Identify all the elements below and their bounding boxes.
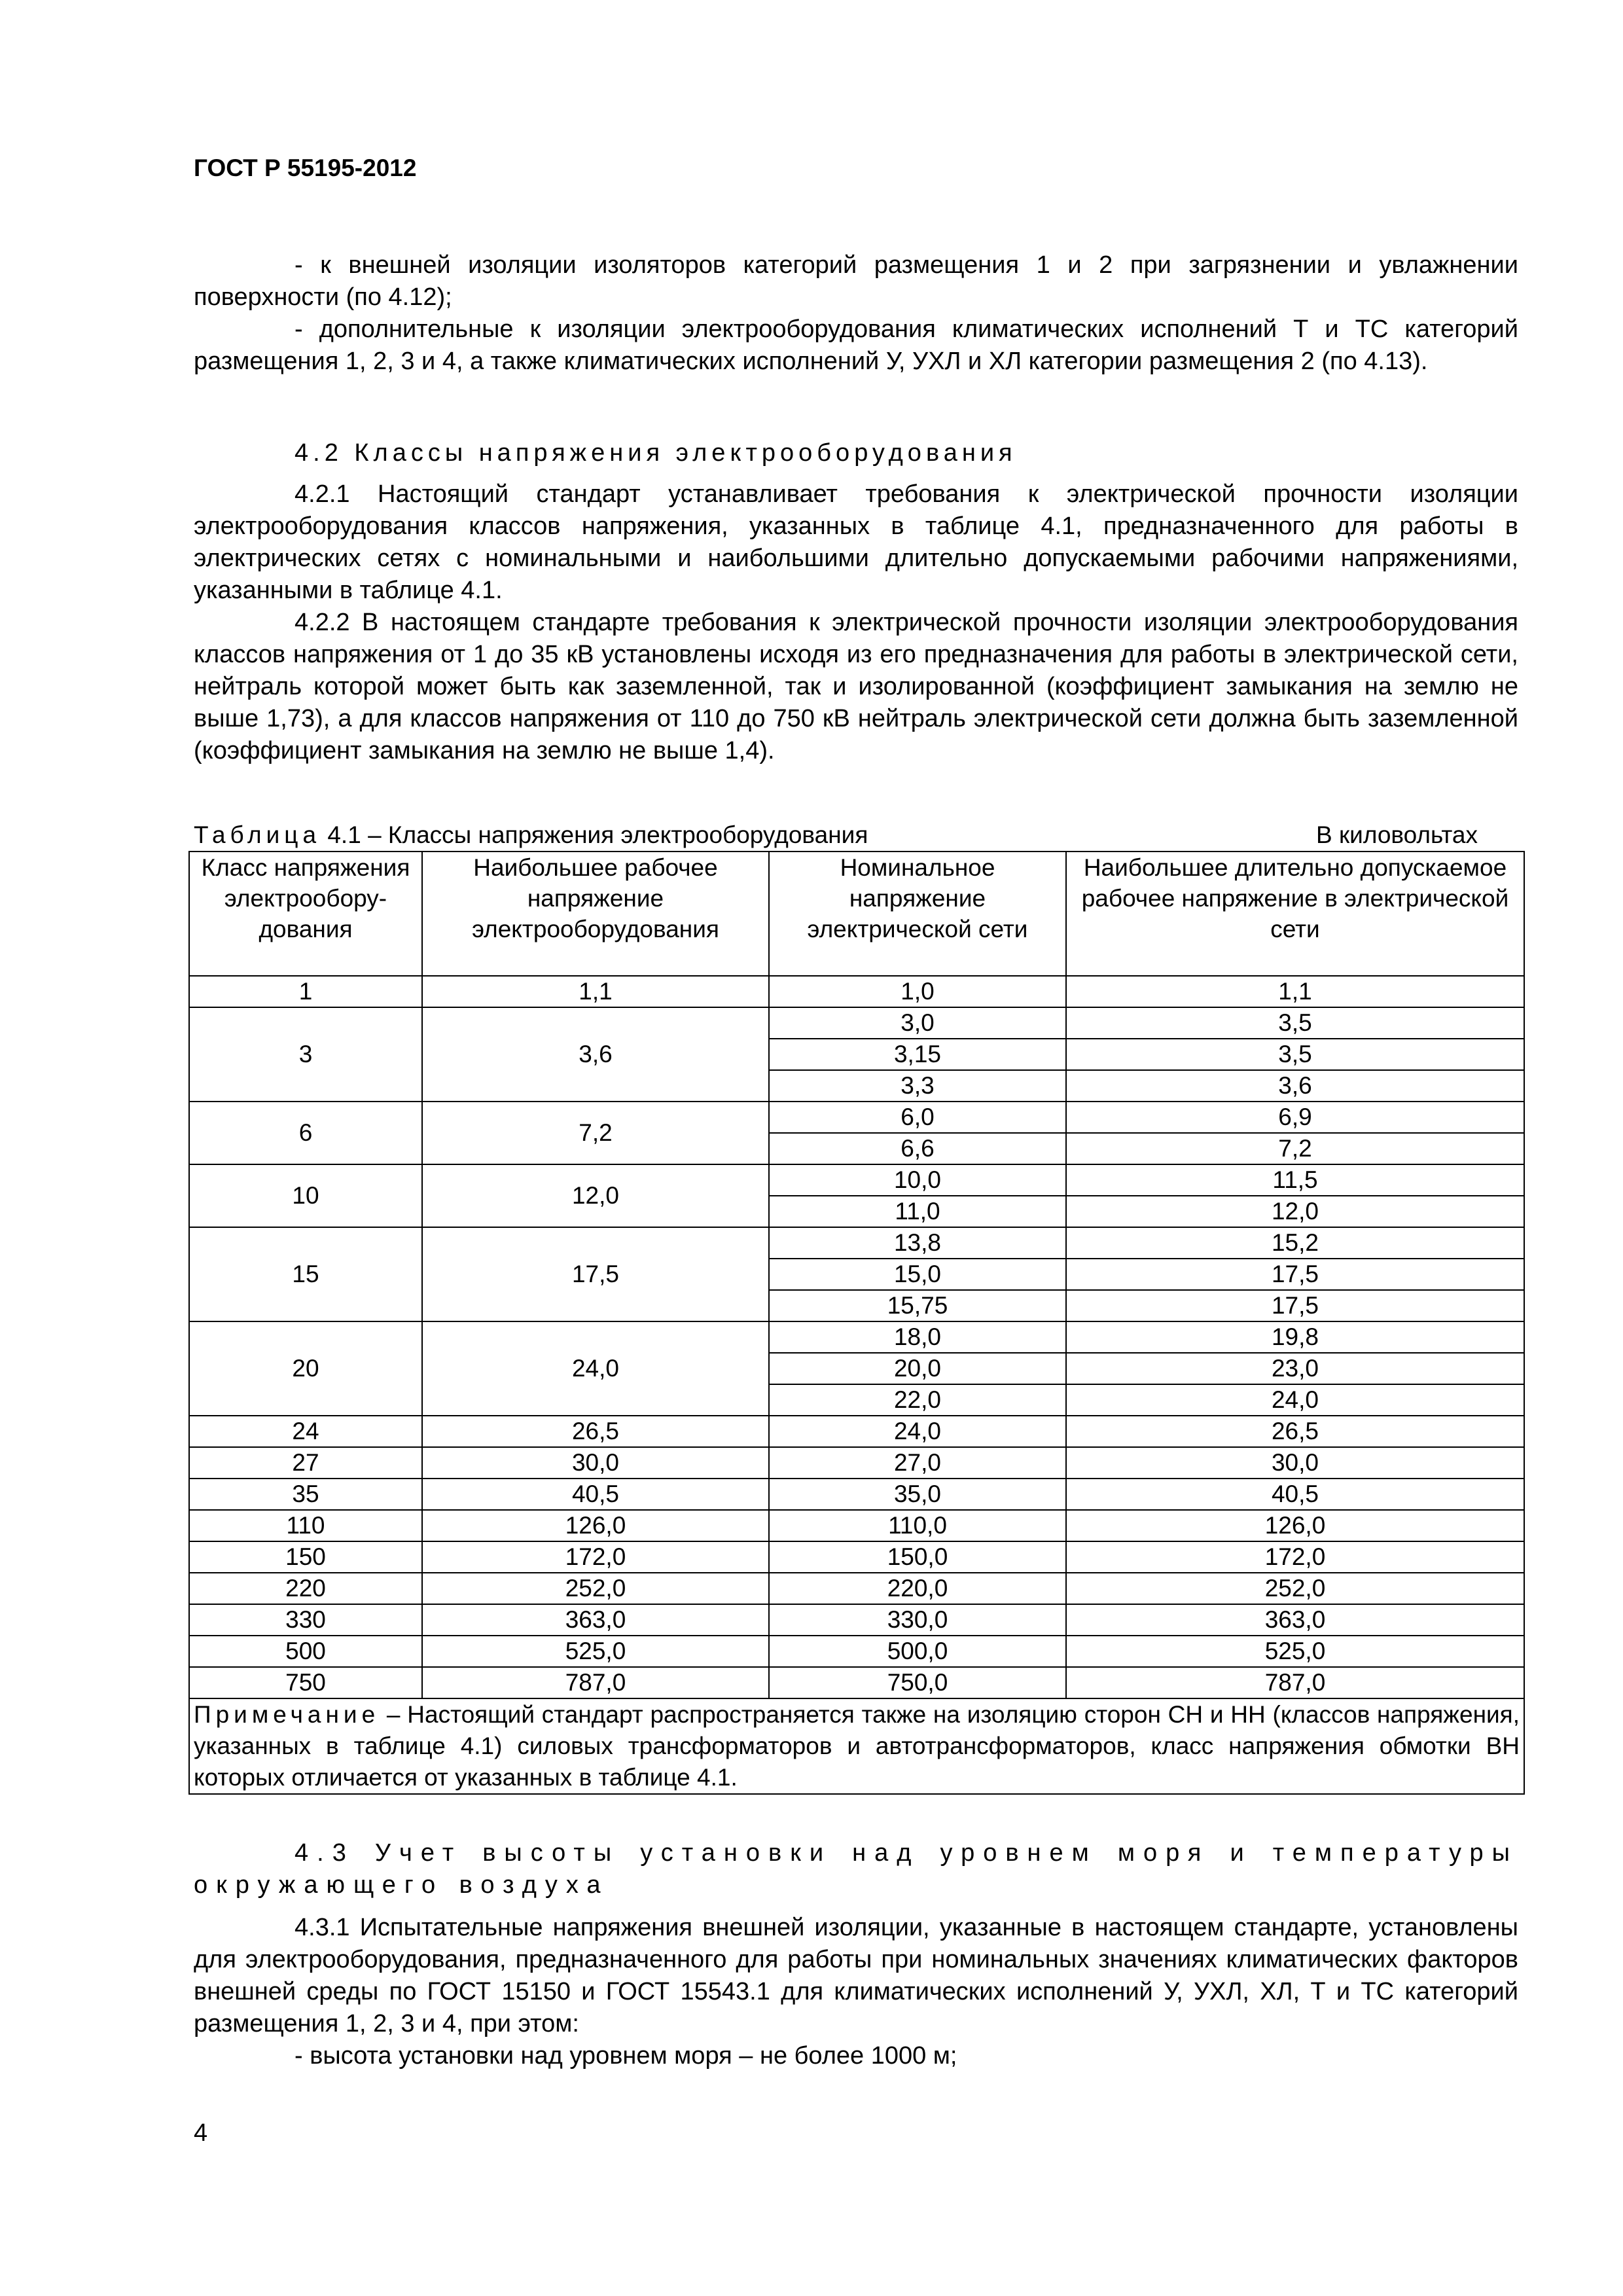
cell-max-permissible-voltage: 363,0 bbox=[1066, 1604, 1524, 1636]
cell-max-permissible-voltage: 30,0 bbox=[1066, 1447, 1524, 1479]
cell-max-equipment-voltage: 787,0 bbox=[422, 1667, 769, 1698]
table-row bbox=[189, 1479, 1524, 1510]
cell-max-equipment-voltage: 24,0 bbox=[422, 1321, 769, 1416]
cell-max-permissible-voltage: 11,5 bbox=[1066, 1164, 1524, 1196]
cell-max-permissible-voltage: 23,0 bbox=[1066, 1353, 1524, 1384]
cell-voltage-class: 15 bbox=[189, 1227, 422, 1321]
cell-max-permissible-voltage: 17,5 bbox=[1066, 1290, 1524, 1321]
table-row bbox=[189, 976, 1524, 1007]
cell-max-permissible-voltage: 3,6 bbox=[1066, 1070, 1524, 1102]
table-row bbox=[189, 1510, 1524, 1541]
table-row bbox=[189, 1416, 1524, 1447]
header-nominal-network-voltage: Номинальное напряжение электрической сети bbox=[769, 852, 1066, 976]
cell-max-equipment-voltage: 1,1 bbox=[422, 976, 769, 1007]
cell-nominal-network-voltage: 110,0 bbox=[769, 1510, 1066, 1541]
table-caption-title: Таблица 4.1 – Классы напряжения электрооборудования bbox=[194, 821, 868, 848]
cell-max-equipment-voltage: 252,0 bbox=[422, 1573, 769, 1604]
cell-voltage-class: 10 bbox=[189, 1164, 422, 1227]
cell-max-equipment-voltage: 172,0 bbox=[422, 1541, 769, 1573]
cell-max-permissible-voltage: 126,0 bbox=[1066, 1510, 1524, 1541]
cell-nominal-network-voltage: 35,0 bbox=[769, 1479, 1066, 1510]
cell-max-permissible-voltage: 24,0 bbox=[1066, 1384, 1524, 1416]
table-row bbox=[189, 1227, 1524, 1259]
cell-nominal-network-voltage: 3,15 bbox=[769, 1039, 1066, 1070]
table-row bbox=[189, 1604, 1524, 1636]
cell-max-permissible-voltage: 787,0 bbox=[1066, 1667, 1524, 1698]
cell-nominal-network-voltage: 6,0 bbox=[769, 1102, 1066, 1133]
cell-nominal-network-voltage: 11,0 bbox=[769, 1196, 1066, 1227]
table-caption bbox=[194, 819, 1518, 850]
cell-max-equipment-voltage: 40,5 bbox=[422, 1479, 769, 1510]
cell-nominal-network-voltage: 3,3 bbox=[769, 1070, 1066, 1102]
cell-max-permissible-voltage: 1,1 bbox=[1066, 976, 1524, 1007]
cell-nominal-network-voltage: 10,0 bbox=[769, 1164, 1066, 1196]
cell-max-equipment-voltage: 30,0 bbox=[422, 1447, 769, 1479]
cell-voltage-class: 330 bbox=[189, 1604, 422, 1636]
cell-max-equipment-voltage: 363,0 bbox=[422, 1604, 769, 1636]
paragraph-4-2-2: 4.2.2 В настоящем стандарте требования к электрической прочности изоляции электрооборудования классов напряжения от 1 до 35 кВ установлены исходя из его предназначения для работы в электрической сети, нейтраль которой может быть как заземленной, так и изолированной (коэффициент замыкания на землю не выше 1,73), а для классов напряжения от 110 до 750 кВ нейтраль электрической сети должна быть заземленной (коэффициент замыкания на землю не выше 1,4). bbox=[194, 609, 1518, 764]
cell-max-permissible-voltage: 26,5 bbox=[1066, 1416, 1524, 1447]
cell-max-equipment-voltage: 7,2 bbox=[422, 1102, 769, 1164]
table-body bbox=[189, 976, 1524, 1698]
table-row bbox=[189, 1573, 1524, 1604]
cell-voltage-class: 35 bbox=[189, 1479, 422, 1510]
list-item-altitude: - высота установки над уровнем моря – не более 1000 м; bbox=[294, 2042, 957, 2070]
cell-max-equipment-voltage: 3,6 bbox=[422, 1007, 769, 1102]
cell-nominal-network-voltage: 6,6 bbox=[769, 1133, 1066, 1164]
cell-voltage-class: 750 bbox=[189, 1667, 422, 1698]
cell-nominal-network-voltage: 150,0 bbox=[769, 1541, 1066, 1573]
cell-nominal-network-voltage: 750,0 bbox=[769, 1667, 1066, 1698]
section-4-3-title: 4.3 Учет высоты установки над уровнем моря и температуры окружающего воздуха bbox=[194, 1839, 1518, 1899]
table-row bbox=[189, 1667, 1524, 1698]
cell-nominal-network-voltage: 22,0 bbox=[769, 1384, 1066, 1416]
table-row bbox=[189, 1164, 1524, 1196]
cell-max-equipment-voltage: 12,0 bbox=[422, 1164, 769, 1227]
cell-max-permissible-voltage: 12,0 bbox=[1066, 1196, 1524, 1227]
document-header: ГОСТ Р 55195-2012 bbox=[194, 154, 417, 181]
cell-nominal-network-voltage: 1,0 bbox=[769, 976, 1066, 1007]
cell-max-permissible-voltage: 252,0 bbox=[1066, 1573, 1524, 1604]
cell-nominal-network-voltage: 220,0 bbox=[769, 1573, 1066, 1604]
table-row bbox=[189, 1636, 1524, 1667]
cell-max-equipment-voltage: 17,5 bbox=[422, 1227, 769, 1321]
cell-voltage-class: 27 bbox=[189, 1447, 422, 1479]
cell-max-equipment-voltage: 126,0 bbox=[422, 1510, 769, 1541]
table-row bbox=[189, 1541, 1524, 1573]
cell-max-permissible-voltage: 15,2 bbox=[1066, 1227, 1524, 1259]
cell-max-permissible-voltage: 17,5 bbox=[1066, 1259, 1524, 1290]
cell-nominal-network-voltage: 500,0 bbox=[769, 1636, 1066, 1667]
cell-max-permissible-voltage: 3,5 bbox=[1066, 1007, 1524, 1039]
table-units: В киловольтах bbox=[1316, 821, 1478, 848]
cell-max-permissible-voltage: 40,5 bbox=[1066, 1479, 1524, 1510]
cell-voltage-class: 110 bbox=[189, 1510, 422, 1541]
page-number: 4 bbox=[194, 2119, 208, 2147]
section-4-2-title: 4.2 Классы напряжения электрооборудования bbox=[294, 439, 1017, 467]
table-row bbox=[189, 1447, 1524, 1479]
cell-nominal-network-voltage: 15,0 bbox=[769, 1259, 1066, 1290]
cell-max-permissible-voltage: 172,0 bbox=[1066, 1541, 1524, 1573]
table-header-row bbox=[189, 852, 1524, 976]
paragraph-4-3-1: 4.3.1 Испытательные напряжения внешней изоляции, указанные в настоящем стандарте, установлены для электрооборудования, предназначенного для работы при номинальных значениях климатических факторов внешней среды по ГОСТ 15150 и ГОСТ 15543.1 для климатических исполнений У, УХЛ, ХЛ, Т и ТС категорий размещения 1, 2, 3 и 4, при этом: bbox=[194, 1914, 1518, 2037]
cell-max-equipment-voltage: 26,5 bbox=[422, 1416, 769, 1447]
cell-voltage-class: 150 bbox=[189, 1541, 422, 1573]
cell-nominal-network-voltage: 330,0 bbox=[769, 1604, 1066, 1636]
cell-max-permissible-voltage: 7,2 bbox=[1066, 1133, 1524, 1164]
cell-nominal-network-voltage: 18,0 bbox=[769, 1321, 1066, 1353]
table-note-row bbox=[189, 1698, 1524, 1794]
cell-nominal-network-voltage: 24,0 bbox=[769, 1416, 1066, 1447]
cell-max-equipment-voltage: 525,0 bbox=[422, 1636, 769, 1667]
cell-voltage-class: 6 bbox=[189, 1102, 422, 1164]
table-note: Примечание – Настоящий стандарт распространяется также на изоляцию сторон СН и НН (классов напряжения, указанных в таблице 4.1) силовых трансформаторов и автотрансформаторов, класс напряжения обмотки ВН которых отличается от указанных в таблице 4.1. bbox=[189, 1698, 1524, 1794]
cell-nominal-network-voltage: 15,75 bbox=[769, 1290, 1066, 1321]
document-page bbox=[194, 0, 1518, 2296]
table-row bbox=[189, 1321, 1524, 1353]
cell-voltage-class: 20 bbox=[189, 1321, 422, 1416]
cell-voltage-class: 500 bbox=[189, 1636, 422, 1667]
header-max-permissible-network-voltage: Наибольшее длительно допускаемое рабочее напряжение в электрической сети bbox=[1066, 852, 1524, 976]
voltage-classes-table bbox=[188, 851, 1525, 1795]
cell-nominal-network-voltage: 20,0 bbox=[769, 1353, 1066, 1384]
cell-nominal-network-voltage: 3,0 bbox=[769, 1007, 1066, 1039]
cell-voltage-class: 3 bbox=[189, 1007, 422, 1102]
cell-nominal-network-voltage: 27,0 bbox=[769, 1447, 1066, 1479]
cell-voltage-class: 1 bbox=[189, 976, 422, 1007]
intro-item-additional-insulation: - дополнительные к изоляции электрооборудования климатических исполнений Т и ТС категорий размещения 1, 2, 3 и 4, а также климатических исполнений У, УХЛ и ХЛ категории размещения 2 (по 4.13). bbox=[194, 315, 1518, 375]
cell-max-permissible-voltage: 525,0 bbox=[1066, 1636, 1524, 1667]
table-row bbox=[189, 1102, 1524, 1133]
header-max-equipment-voltage: Наибольшее рабочее напряжение электрооборудования bbox=[422, 852, 769, 976]
cell-nominal-network-voltage: 13,8 bbox=[769, 1227, 1066, 1259]
cell-max-permissible-voltage: 6,9 bbox=[1066, 1102, 1524, 1133]
cell-max-permissible-voltage: 19,8 bbox=[1066, 1321, 1524, 1353]
cell-voltage-class: 24 bbox=[189, 1416, 422, 1447]
header-voltage-class: Класс напряжения электрообору-дования bbox=[189, 852, 422, 976]
cell-max-permissible-voltage: 3,5 bbox=[1066, 1039, 1524, 1070]
cell-voltage-class: 220 bbox=[189, 1573, 422, 1604]
intro-item-outer-insulation: - к внешней изоляции изоляторов категорий размещения 1 и 2 при загрязнении и увлажнении поверхности (по 4.12); bbox=[194, 251, 1518, 311]
table-row bbox=[189, 1007, 1524, 1039]
paragraph-4-2-1: 4.2.1 Настоящий стандарт устанавливает требования к электрической прочности изоляции электрооборудования классов напряжения, указанных в таблице 4.1, предназначенного для работы в электрических сетях с номинальными и наибольшими длительно допускаемыми рабочими напряжениями, указанными в таблице 4.1. bbox=[194, 480, 1518, 604]
